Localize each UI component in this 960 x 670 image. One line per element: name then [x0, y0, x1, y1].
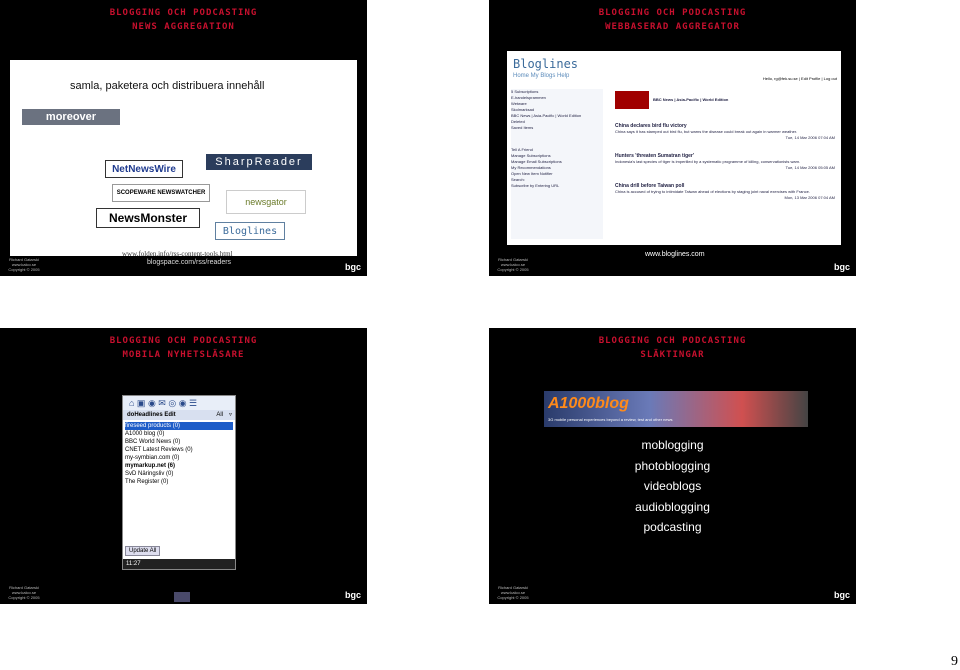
footer-copyright: Copyright © 2005: [8, 267, 40, 272]
sidebar-item[interactable]: Manage Subscriptions: [511, 153, 551, 158]
sidebar-item[interactable]: E-handelsprammen: [511, 95, 546, 100]
bloglines-user[interactable]: Hello, rg@fek.su.se | Edit Profile | Log out: [762, 76, 837, 81]
phone-header-bar: [123, 410, 235, 420]
item-text: China is accused of trying to intimidate Taiwan ahead of elections by staging joint naval exercises with France.: [615, 189, 810, 194]
sidebar-item[interactable]: Wetware: [511, 101, 527, 106]
footer-author: Richard Gatarski: [498, 257, 528, 262]
term-audioblogging: audioblogging: [635, 500, 710, 514]
footer-author: Richard Gatarski: [9, 585, 39, 590]
footer-logo: bgc: [833, 262, 850, 272]
list-item[interactable]: mymarkup.net (6): [125, 463, 176, 469]
slide-subtitle: SLÄKTINGAR: [640, 350, 705, 360]
bloglines-nav[interactable]: Home My Blogs Help: [513, 73, 570, 79]
phone-status-bar: [123, 559, 235, 569]
a1000blog-banner-image: [544, 391, 808, 427]
list-item[interactable]: CNET Latest Reviews (0): [125, 447, 193, 453]
item-headline[interactable]: Hunters 'threaten Sumatran tiger': [615, 153, 695, 159]
slide-relatives: [489, 328, 856, 604]
list-item[interactable]: my-symbian.com (0): [125, 455, 180, 461]
phone-screenshot: [122, 395, 236, 570]
list-item[interactable]: The Register (0): [125, 479, 169, 485]
item-headline[interactable]: China drill before Taiwan poll: [615, 183, 685, 189]
list-item[interactable]: fireseed products (0): [125, 422, 233, 430]
list-item[interactable]: BBC World News (0): [125, 439, 181, 445]
update-all-button[interactable]: Update All: [125, 546, 160, 556]
item-headline[interactable]: China declares bird flu victory: [615, 123, 687, 129]
phone-app-title[interactable]: doHeadlines Edit: [127, 412, 176, 418]
footer-site: www.kalco.se: [11, 590, 37, 595]
a1000blog-caption: 3G mobile personal experiences beyond a review, test and other news: [548, 417, 673, 422]
footer-site: www.kalco.se: [11, 262, 37, 267]
robot-icon: [174, 592, 190, 602]
bloglines-screenshot: [507, 51, 841, 245]
page-number: 9: [951, 654, 958, 669]
url-bloglines[interactable]: www.bloglines.com: [645, 251, 705, 258]
bloglines-logo: Bloglines: [215, 222, 285, 240]
sidebar-item: Subscribe by Entering URL: [511, 183, 560, 188]
url-blogspace[interactable]: blogspace.com/rss/readers: [147, 259, 232, 266]
sidebar-item: Search:: [511, 177, 525, 182]
chevron-down-icon[interactable]: ▿: [228, 412, 232, 418]
item-text: Indonesia's last species of tiger is imperilled by a systematic programme of killing, conservationists warn.: [615, 159, 801, 164]
slide-content: [10, 60, 357, 256]
term-moblogging: moblogging: [641, 438, 704, 452]
bbc-feed-image: [615, 91, 649, 109]
sidebar-item[interactable]: Open New Item Notifier: [511, 171, 553, 176]
bloglines-title: Bloglines: [513, 57, 579, 71]
slide-banner: BLOGGING OCH PODCASTING: [109, 336, 258, 346]
newswatcher-logo: SCOPEWARE NEWSWATCHER: [112, 184, 210, 202]
phone-toolbar: [123, 396, 235, 410]
bloglines-sidebar: [511, 89, 603, 239]
sidebar-item[interactable]: BBC News | Asia-Pacific | World Edition: [511, 113, 582, 118]
sidebar-item[interactable]: My Recommendations: [511, 165, 551, 170]
item-date: Mon, 13 Mar 2006 07:04 AM: [784, 195, 835, 200]
list-item[interactable]: A1000 blog (0): [125, 431, 165, 437]
moreover-logo: moreover: [22, 109, 120, 125]
footer-copyright: Copyright © 2005: [497, 267, 529, 272]
footer-credit: [493, 257, 533, 272]
term-photoblogging: photoblogging: [634, 459, 711, 473]
feed-title[interactable]: BBC News | Asia-Pacific | World Edition: [653, 97, 729, 102]
sidebar-item[interactable]: 5 Subscriptions: [511, 89, 539, 94]
url-folden[interactable]: www.folden.info/rss-content-tools.html: [122, 250, 233, 258]
item-date: Tue, 14 Mar 2006 07:04 AM: [785, 135, 835, 140]
newsgator-logo: newsgator: [226, 190, 306, 214]
slide-banner: BLOGGING OCH PODCASTING: [109, 8, 258, 18]
bloglines-feed: [615, 91, 835, 241]
sidebar-item[interactable]: Saved Items: [511, 125, 534, 130]
slide-banner: BLOGGING OCH PODCASTING: [598, 8, 747, 18]
phone-feed-list: [125, 422, 233, 486]
footer-site: www.kalco.se: [500, 590, 526, 595]
footer-site: www.kalco.se: [500, 262, 526, 267]
sidebar-item[interactable]: Tell A Friend: [511, 147, 533, 152]
slide-subtitle: MOBILA NYHETSLÄSARE: [122, 350, 245, 360]
term-videoblogs: videoblogs: [643, 479, 702, 493]
slide-subtitle: NEWS AGGREGATION: [132, 22, 235, 32]
footer-logo: bgc: [833, 590, 850, 600]
sharpreader-logo: SharpReader: [206, 154, 312, 170]
footer-author: Richard Gatarski: [498, 585, 528, 590]
netnewswire-logo: NetNewsWire: [105, 160, 183, 178]
footer-credit: [493, 585, 533, 600]
phone-clock: 11:27: [126, 561, 141, 567]
newsmonster-logo: NewsMonster: [96, 208, 200, 228]
slide-heading: samla, paketera och distribuera innehåll: [70, 80, 265, 92]
sidebar-item[interactable]: Manage Email Subscriptions: [511, 159, 562, 164]
sidebar-item[interactable]: Deleted: [511, 119, 525, 124]
item-date: Tue, 14 Mar 2006 05:05 AM: [785, 165, 835, 170]
slide-news-aggregation: [0, 0, 367, 276]
footer-author: Richard Gatarski: [9, 257, 39, 262]
slide-banner: BLOGGING OCH PODCASTING: [598, 336, 747, 346]
footer-copyright: Copyright © 2005: [8, 595, 40, 600]
footer-copyright: Copyright © 2005: [497, 595, 529, 600]
footer-logo: bgc: [344, 262, 361, 272]
a1000blog-logo-text: A1000blog: [548, 395, 629, 412]
toolbar-icons: ⌂ ▣ ◉ ✉ ◎ ◉ ☰: [129, 398, 198, 408]
list-item[interactable]: SvD Näringsliv (0): [125, 471, 174, 477]
bloglines-header: [507, 51, 841, 85]
sidebar-item[interactable]: Skolmarksad: [511, 107, 535, 112]
phone-filter[interactable]: All: [216, 412, 223, 418]
footer-logo: bgc: [344, 590, 361, 600]
item-text: China says it has stamped out bird flu, but warns the disease could break out again in warmer weather.: [615, 129, 798, 134]
slide-mobile-readers: [0, 328, 367, 604]
footer-credit: [4, 585, 44, 600]
slide-web-aggregator: [489, 0, 856, 276]
footer-credit: [4, 257, 44, 272]
term-podcasting: podcasting: [643, 520, 702, 534]
slide-subtitle: WEBBASERAD AGGREGATOR: [605, 22, 740, 32]
sidebar-spacer: [511, 131, 603, 147]
